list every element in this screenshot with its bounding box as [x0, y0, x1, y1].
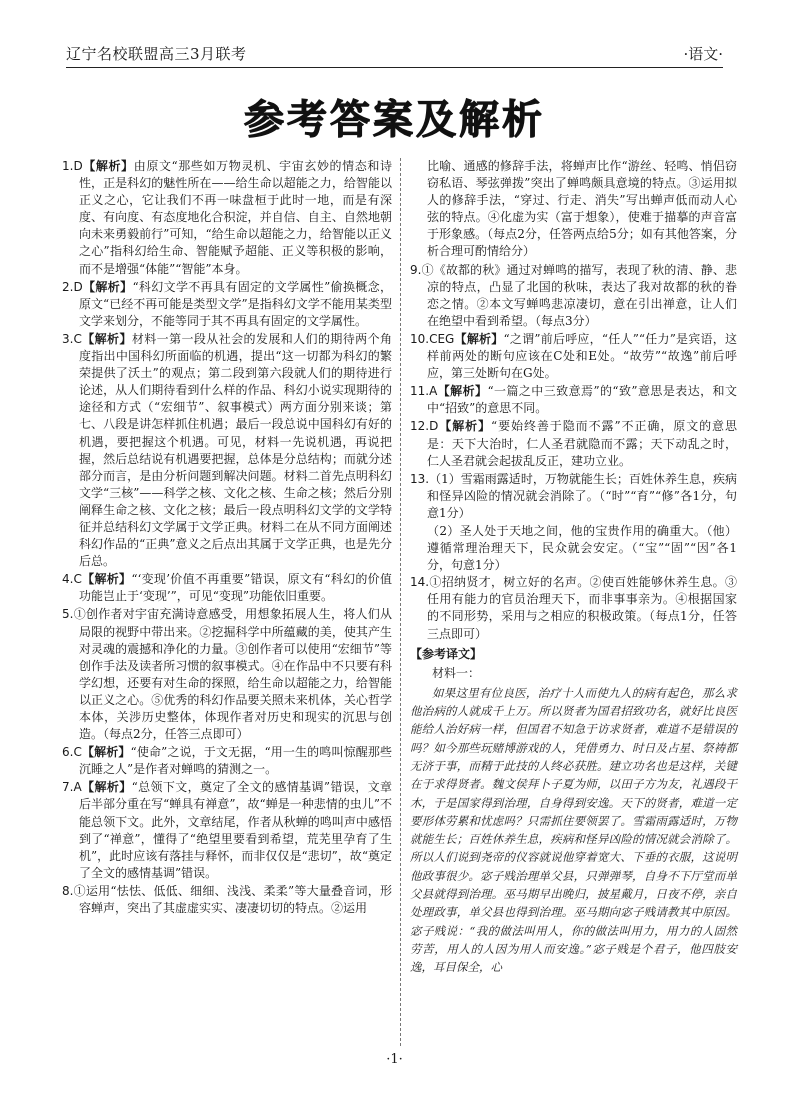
answer-number: 8.: [62, 883, 74, 898]
subject-label: ·语文·: [683, 45, 723, 63]
material-heading: 材料一：: [432, 665, 481, 680]
analysis-tag: 【解析】: [454, 331, 504, 346]
answer-item: [410, 471, 737, 522]
answer-item: [410, 418, 737, 469]
answer-text: “科幻文学不再具有固定的文学属性”偷换概念，原文“已经不再可能是类型文学”是指科幻文学不能用某类型文学来划分，不能等同于其不再具有固定的文学属性。: [79, 279, 392, 328]
answer-number: 4.: [62, 572, 74, 587]
answer-choice: D: [429, 419, 439, 434]
right-items: [410, 158, 737, 643]
answer-text: 材料一第一段从社会的发展和人们的期待两个角度指出中国科幻所面临的机遇，提出“这一切都为科幻的繁荣提供了沃土”的观点；第二段到第六段就人们的期待进行论述，从人们期待看到什么样的作品、科幻小说实现期待的途径和方式（“宏细节”、叙事模式）两方面分别来谈；第七、八段是讲怎样抓住机遇；最后一段总说中国科幻有好的机遇，要把握这个机遇。可见，材料一先说机遇，再说把握，然后总结说有机遇要把握，总体是分总结构；而就分述部分而言，是由分析问题到解决问题。材料二首先点明科幻文学“三核”——科学之核、文化之核、生命之核；然后分别阐释生命之核、文化之核；最后一段点明科幻文学的文学特征并总结科幻文学属于文学正典。材料二在从不同方面阐述科幻作品的“正典”意义之后点出其属于文学正典，也是先分后总。: [79, 331, 392, 569]
answer-text: “之谓”前后呼应，“任人”“任力”是宾语，这样前两处的断句应该在C处和E处。“故劳”“故逸”前后呼应，第三处断句在G处。: [427, 331, 737, 381]
analysis-tag: 【解析】: [81, 572, 132, 587]
answer-item: [62, 779, 392, 882]
translation-section-heading: 【参考译文】: [410, 646, 483, 661]
answer-text: “一篇之中三致意焉”的“致”意思是表达，和文中“招致”的意思不同。: [427, 384, 737, 416]
answer-number: 3.: [62, 331, 74, 346]
answer-item: [62, 606, 392, 743]
answer-choice: C: [73, 331, 82, 346]
answer-item: [410, 262, 737, 330]
answer-choice: D: [73, 279, 83, 294]
answer-item: [62, 331, 392, 570]
answer-item: [410, 574, 737, 642]
analysis-tag: 【解析】: [82, 279, 133, 294]
right-column: [410, 158, 737, 977]
answer-item: [410, 331, 737, 382]
answer-text: ①创作者对宇宙充满诗意感受，用想象拓展人生，将人们从局限的视野中带出来。②挖掘科学中所蕴藏的美，使其产生对灵魂的震撼和净化的力量。③创作者可以使用“宏细节”等创作手法及读者所习惯的叙事模式。④在作品中不只要有科学幻想，还要有对生命的探照，给生命以超能之力，给智能以正义之心。⑤优秀的科幻作品要关照未来机体，关心哲学本体，关涉历史整体，体现作者对历史和现实的沉思与创造。（每点2分，任答三点即可）: [73, 607, 392, 742]
answer-text: （1）雪霜雨露适时，万物就能生长；百姓休养生息，疾病和怪异凶险的情况就会消除了。（“时”“育”“修”各1分，句意1分）: [427, 471, 737, 520]
answer-choice: CEG: [429, 331, 455, 346]
answer-subitem: （2）圣人处于天地之间，他的宝贵作用的确重大。（他）遵循常理治理天下，民众就会安定。（“宝”“固”“因”各1分，句意1分）: [427, 523, 737, 573]
answer-number: 9.: [410, 262, 422, 277]
answer-item: [62, 744, 392, 778]
exam-name: 辽宁名校联盟高三3月联考: [66, 45, 247, 63]
answer-item: [62, 279, 392, 330]
answer-number: 5.: [62, 607, 74, 622]
answer-text: “要始终善于隐而不露”不正确，原文的意思是：天下大治时，仁人圣君就隐而不露；天下动乱之时，仁人圣君就会起拔乱反正，建功立业。: [427, 419, 737, 468]
answer-number: 1.: [62, 159, 74, 173]
answer-text: ①《故都的秋》通过对蝉鸣的描写，表现了秋的清、静、悲凉的特点，凸显了北国的秋味，表达了我对故都的秋的眷恋之情。②本文写蝉鸣悲凉凄切，意在引出禅意，让人们在绝望中看到希望。（每点3分）: [421, 262, 737, 328]
answer-choice: C: [73, 745, 82, 760]
answer-text: “总领下文，奠定了全文的感情基调”错误，文章后半部分重在写“蝉具有禅意”，故“蝉是一种悲情的虫儿”不能总领下文。此外，文章结尾，作者从秋蝉的鸣叫声中感悟到了“禅意”，懂得了“绝望里要看到希望，荒芜里孕育了生机”，此时应该有落挂与释怀，而非仅仅是“悲切”，故“奠定了全文的感情基调”错误。: [79, 780, 392, 880]
answer-text: “‘变现’价值不再重要”错误，原文有“科幻的价值功能岂止于‘变现’”，可见“变现”功能依旧重要。: [79, 572, 392, 604]
answer-number: 7.: [62, 780, 74, 795]
analysis-tag: 【解析】: [81, 745, 131, 760]
translation-text: 如果这里有位良医，治疗十人而使九人的病有起色，那么求他治病的人就成千上万。所以贤者为国君招致功名，就好比良医能给人治好病一样，但国君不知急于访求贤者，难道不是错误的吗？如今那些玩赌博游戏的人，凭借勇力、时日及占星、祭祷都无济于事，而精于此技的人终必获胜。建立功名也是这样，关键在于求得贤者。魏文侯拜卜子夏为师，以田子方为友，礼遇段干木，于是国家得到治理，自身得到安逸。天下的贤者，难道一定要形体劳累和忧虑吗？只需抓住要领罢了。雪霜雨露适时，万物就能生长；百姓休养生息，疾病和怪异凶险的情况就会消除了。所以人们说到尧帝的仪容就说他穿着宽大、下垂的衣服，这说明他政事很少。宓子贱治理单父县，只弹弹琴，自身不下厅堂而单父县就得到治理。巫马期早出晚归，披星戴月，日夜不停，亲自处理政事，单父县也得到治理。巫马期向宓子贱请教其中原因。宓子贱说：“我的做法叫用人，你的做法叫用力，用力的人固然劳苦，用人的人因为用人而安逸。”宓子贱是个君子，他四肢安逸，耳目保全，心: [410, 685, 737, 975]
answer-choice: D: [73, 159, 83, 173]
page-title: 参考答案及解析: [244, 97, 545, 143]
answer-choice: C: [73, 572, 82, 587]
analysis-tag: 【解析】: [81, 780, 132, 795]
column-divider: [400, 158, 401, 1046]
analysis-tag: 【解析】: [437, 384, 488, 399]
analysis-tag: 【解析】: [438, 419, 492, 434]
answer-number: 12.: [410, 419, 430, 434]
answer-text: 比喻、通感的修辞手法，将蝉声比作“游丝、轻鸣、悄侣窃窃私语、琴弦弹拨”突出了蝉鸣颇具意境的特点。③运用拟人的修辞手法，“穿过、行走、消失”写出蝉声低而动人心弦的特点。④化虚为实（富于想象），使难于描摹的声音富于形象感。（每点2分，任答两点给5分；如有其他答案，分析合理可酌情给分）: [427, 159, 737, 259]
answer-choice: A: [73, 780, 82, 795]
answer-number: 10.: [410, 331, 430, 346]
answer-choice: A: [429, 384, 438, 399]
answer-item: [410, 383, 737, 417]
answer-text: ①招纳贤才，树立好的名声。②使百姓能够休养生息。③任用有能力的官员治理天下，而非事事亲为。④根据国家的不同形势，采用与之相应的积极政策。（每点1分，任答三点即可）: [427, 575, 737, 641]
page-header: [66, 40, 723, 68]
answer-number: 6.: [62, 745, 74, 760]
answer-item: [410, 158, 737, 261]
answer-item: [62, 883, 392, 917]
answer-text: 由原文“那些如万物灵机、宇宙玄妙的情态和诗性，正是科幻的魅性所在——给生命以超能之力，给智能以正义之心，它让我们不再一味盘桓于此时一地，而是有深度、有向度、有态度地化合积淀，并自信、自主、自然地朝向未来勇毅前行”可知，“给生命以超能之力，给智能以正义之心”指科幻给生命、智能赋予超能、正义等积极的影响，而不是增强“体能”“智能”本身。: [79, 159, 392, 276]
answer-text: ①运用“怯怯、低低、细细、浅浅、柔柔”等大量叠音词，形容蝉声，突出了其虚虚实实、凄凄切切的特点。②运用: [73, 883, 392, 916]
answer-item: [62, 571, 392, 605]
answer-number: 2.: [62, 279, 74, 294]
answer-item: [62, 158, 392, 278]
answer-number: 11.: [410, 384, 430, 399]
left-column: [62, 158, 392, 918]
analysis-tag: 【解析】: [81, 331, 132, 346]
answer-number: 14.: [410, 575, 430, 590]
answer-text: “使命”之说，于文无据，“用一生的鸣叫惊醒那些沉睡之人”是作者对蝉鸣的猜测之一。: [79, 745, 392, 777]
answer-number: 13.: [410, 471, 430, 486]
analysis-tag: 【解析】: [82, 159, 134, 173]
page-number: ·1·: [386, 1052, 403, 1067]
